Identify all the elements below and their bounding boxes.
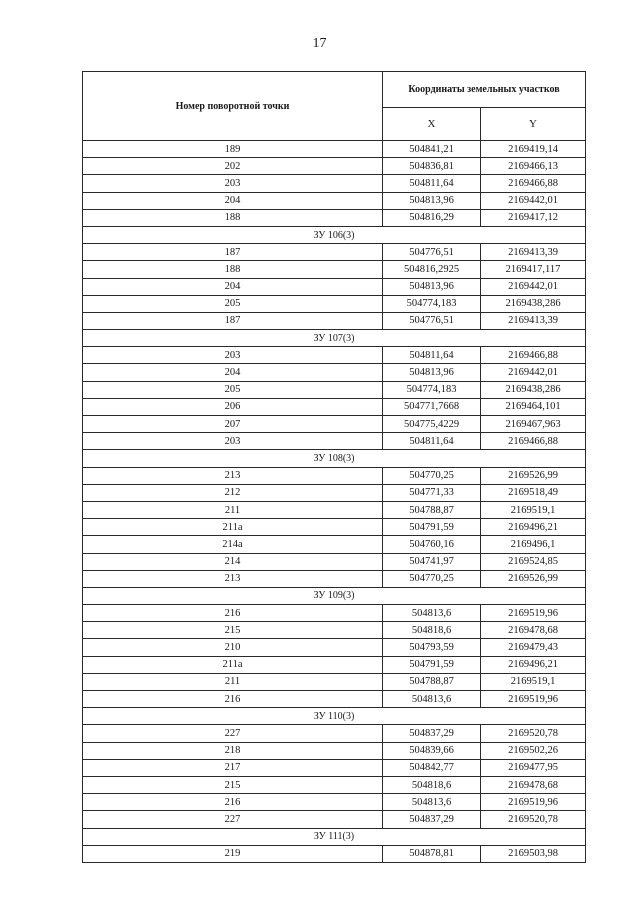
table-row	[83, 209, 586, 226]
x-coordinate-cell: 504836,81	[383, 158, 481, 175]
x-coordinate-cell: 504813,96	[383, 192, 481, 209]
x-coordinate-cell: 504816,29	[383, 209, 481, 226]
x-coordinate-cell: 504842,77	[383, 759, 481, 776]
y-coordinate-cell: 2169466,88	[481, 175, 586, 192]
table-row	[83, 656, 586, 673]
point-number-cell: 206	[83, 398, 383, 415]
group-header-row	[83, 828, 586, 845]
table-row	[83, 845, 586, 862]
point-number-cell: 227	[83, 811, 383, 828]
point-number-cell: 203	[83, 347, 383, 364]
x-coordinate-cell: 504775,4229	[383, 416, 481, 433]
x-coordinate-cell: 504841,21	[383, 141, 481, 158]
x-coordinate-cell: 504811,64	[383, 433, 481, 450]
x-coordinate-cell: 504774,183	[383, 381, 481, 398]
point-number-cell: 204	[83, 192, 383, 209]
x-coordinate-cell: 504774,183	[383, 295, 481, 312]
table-row	[83, 398, 586, 415]
table-row	[83, 381, 586, 398]
x-coordinate-cell: 504811,64	[383, 347, 481, 364]
y-coordinate-cell: 2169442,01	[481, 364, 586, 381]
point-number-cell: 210	[83, 639, 383, 656]
table-row	[83, 467, 586, 484]
table-row	[83, 622, 586, 639]
point-number-cell: 218	[83, 742, 383, 759]
y-coordinate-cell: 2169520,78	[481, 811, 586, 828]
x-coordinate-cell: 504770,25	[383, 467, 481, 484]
table-row	[83, 175, 586, 192]
y-coordinate-cell: 2169526,99	[481, 570, 586, 587]
y-coordinate-cell: 2169438,286	[481, 381, 586, 398]
header-point-number: Номер поворотной точки	[83, 72, 383, 141]
group-header-row	[83, 708, 586, 725]
point-number-cell: 204	[83, 364, 383, 381]
group-header-row	[83, 587, 586, 604]
y-coordinate-cell: 2169519,1	[481, 501, 586, 518]
y-coordinate-cell: 2169438,286	[481, 295, 586, 312]
point-number-cell: 189	[83, 141, 383, 158]
coordinates-table	[82, 71, 586, 863]
x-coordinate-cell: 504788,87	[383, 501, 481, 518]
x-coordinate-cell: 504776,51	[383, 244, 481, 261]
x-coordinate-cell: 504818,6	[383, 622, 481, 639]
y-coordinate-cell: 2169464,101	[481, 398, 586, 415]
point-number-cell: 215	[83, 776, 383, 793]
point-number-cell: 217	[83, 759, 383, 776]
group-header-row	[83, 330, 586, 347]
y-coordinate-cell: 2169417,117	[481, 261, 586, 278]
table-row	[83, 794, 586, 811]
point-number-cell: 211a	[83, 519, 383, 536]
table-row	[83, 192, 586, 209]
land-plot-label: ЗУ 111(3)	[83, 828, 586, 845]
x-coordinate-cell: 504771,7668	[383, 398, 481, 415]
table-row	[83, 244, 586, 261]
x-coordinate-cell: 504776,51	[383, 312, 481, 329]
table-row	[83, 605, 586, 622]
y-coordinate-cell: 2169519,96	[481, 691, 586, 708]
y-coordinate-cell: 2169526,99	[481, 467, 586, 484]
point-number-cell: 219	[83, 845, 383, 862]
x-coordinate-cell: 504878,81	[383, 845, 481, 862]
x-coordinate-cell: 504813,96	[383, 364, 481, 381]
point-number-cell: 214	[83, 553, 383, 570]
point-number-cell: 188	[83, 261, 383, 278]
y-coordinate-cell: 2169502,26	[481, 742, 586, 759]
x-coordinate-cell: 504813,6	[383, 605, 481, 622]
point-number-cell: 187	[83, 312, 383, 329]
table-row	[83, 484, 586, 501]
y-coordinate-cell: 2169442,01	[481, 192, 586, 209]
x-coordinate-cell: 504813,6	[383, 691, 481, 708]
y-coordinate-cell: 2169496,21	[481, 656, 586, 673]
y-coordinate-cell: 2169519,96	[481, 605, 586, 622]
table-row	[83, 811, 586, 828]
y-coordinate-cell: 2169413,39	[481, 312, 586, 329]
point-number-cell: 216	[83, 605, 383, 622]
header-x: X	[383, 108, 481, 141]
x-coordinate-cell: 504839,66	[383, 742, 481, 759]
point-number-cell: 227	[83, 725, 383, 742]
y-coordinate-cell: 2169479,43	[481, 639, 586, 656]
point-number-cell: 216	[83, 691, 383, 708]
table-row	[83, 759, 586, 776]
table-row	[83, 312, 586, 329]
point-number-cell: 203	[83, 175, 383, 192]
table-row	[83, 278, 586, 295]
x-coordinate-cell: 504760,16	[383, 536, 481, 553]
point-number-cell: 213	[83, 467, 383, 484]
x-coordinate-cell: 504791,59	[383, 519, 481, 536]
point-number-cell: 214a	[83, 536, 383, 553]
table-row	[83, 725, 586, 742]
land-plot-label: ЗУ 108(3)	[83, 450, 586, 467]
table-row	[83, 433, 586, 450]
table-row	[83, 776, 586, 793]
point-number-cell: 204	[83, 278, 383, 295]
point-number-cell: 202	[83, 158, 383, 175]
header-coordinates: Координаты земельных участков	[383, 72, 586, 108]
y-coordinate-cell: 2169519,1	[481, 673, 586, 690]
point-number-cell: 205	[83, 381, 383, 398]
x-coordinate-cell: 504837,29	[383, 811, 481, 828]
table-row	[83, 501, 586, 518]
y-coordinate-cell: 2169466,88	[481, 347, 586, 364]
y-coordinate-cell: 2169518,49	[481, 484, 586, 501]
table-body	[83, 141, 586, 863]
table-row	[83, 347, 586, 364]
table-row	[83, 553, 586, 570]
x-coordinate-cell: 504816,2925	[383, 261, 481, 278]
header-y: Y	[481, 108, 586, 141]
point-number-cell: 188	[83, 209, 383, 226]
x-coordinate-cell: 504837,29	[383, 725, 481, 742]
x-coordinate-cell: 504811,64	[383, 175, 481, 192]
table-row	[83, 570, 586, 587]
table-row	[83, 364, 586, 381]
point-number-cell: 207	[83, 416, 383, 433]
y-coordinate-cell: 2169496,21	[481, 519, 586, 536]
land-plot-label: ЗУ 109(3)	[83, 587, 586, 604]
table-row	[83, 536, 586, 553]
table-row	[83, 141, 586, 158]
point-number-cell: 211	[83, 501, 383, 518]
y-coordinate-cell: 2169496,1	[481, 536, 586, 553]
group-header-row	[83, 450, 586, 467]
page-number: 17	[312, 36, 327, 51]
x-coordinate-cell: 504813,96	[383, 278, 481, 295]
y-coordinate-cell: 2169467,963	[481, 416, 586, 433]
point-number-cell: 211a	[83, 656, 383, 673]
table-row	[83, 519, 586, 536]
land-plot-label: ЗУ 107(3)	[83, 330, 586, 347]
land-plot-label: ЗУ 106(3)	[83, 226, 586, 243]
y-coordinate-cell: 2169503,98	[481, 845, 586, 862]
point-number-cell: 211	[83, 673, 383, 690]
y-coordinate-cell: 2169524,85	[481, 553, 586, 570]
group-header-row	[83, 226, 586, 243]
y-coordinate-cell: 2169466,88	[481, 433, 586, 450]
x-coordinate-cell: 504788,87	[383, 673, 481, 690]
y-coordinate-cell: 2169419,14	[481, 141, 586, 158]
table-row	[83, 416, 586, 433]
y-coordinate-cell: 2169520,78	[481, 725, 586, 742]
y-coordinate-cell: 2169442,01	[481, 278, 586, 295]
x-coordinate-cell: 504818,6	[383, 776, 481, 793]
table-row	[83, 639, 586, 656]
point-number-cell: 213	[83, 570, 383, 587]
table-row	[83, 691, 586, 708]
y-coordinate-cell: 2169478,68	[481, 622, 586, 639]
y-coordinate-cell: 2169477,95	[481, 759, 586, 776]
x-coordinate-cell: 504770,25	[383, 570, 481, 587]
point-number-cell: 216	[83, 794, 383, 811]
table-row	[83, 158, 586, 175]
land-plot-label: ЗУ 110(3)	[83, 708, 586, 725]
y-coordinate-cell: 2169519,96	[481, 794, 586, 811]
x-coordinate-cell: 504793,59	[383, 639, 481, 656]
point-number-cell: 203	[83, 433, 383, 450]
x-coordinate-cell: 504791,59	[383, 656, 481, 673]
table-row	[83, 673, 586, 690]
point-number-cell: 187	[83, 244, 383, 261]
x-coordinate-cell: 504741,97	[383, 553, 481, 570]
point-number-cell: 215	[83, 622, 383, 639]
x-coordinate-cell: 504813,6	[383, 794, 481, 811]
table-row	[83, 261, 586, 278]
y-coordinate-cell: 2169413,39	[481, 244, 586, 261]
y-coordinate-cell: 2169417,12	[481, 209, 586, 226]
point-number-cell: 205	[83, 295, 383, 312]
y-coordinate-cell: 2169466,13	[481, 158, 586, 175]
y-coordinate-cell: 2169478,68	[481, 776, 586, 793]
point-number-cell: 212	[83, 484, 383, 501]
table-row	[83, 295, 586, 312]
x-coordinate-cell: 504771,33	[383, 484, 481, 501]
table-row	[83, 742, 586, 759]
